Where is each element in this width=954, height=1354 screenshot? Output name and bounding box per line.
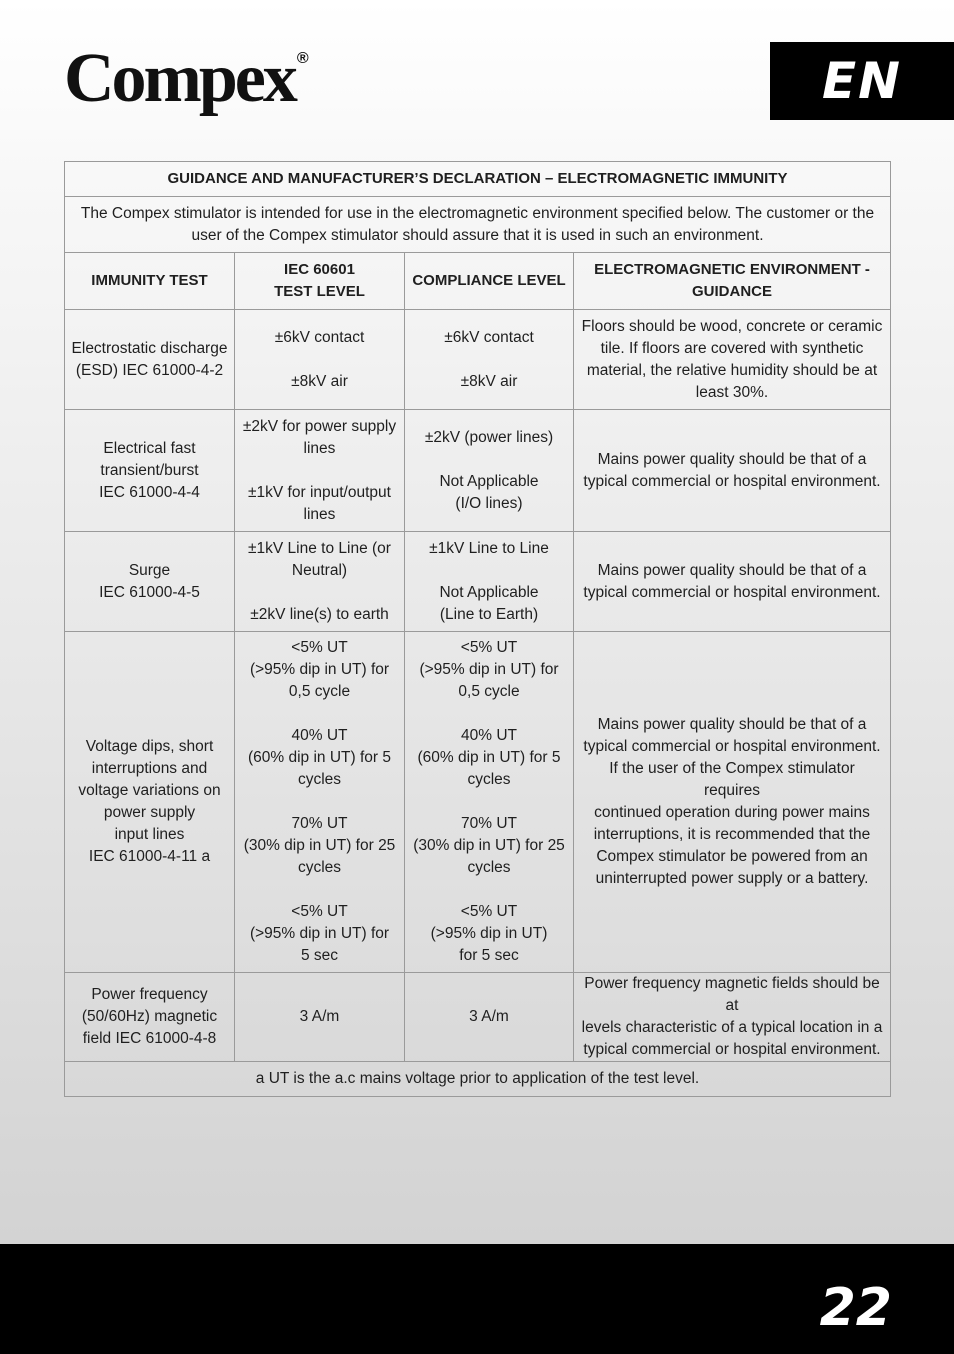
table-title: GUIDANCE AND MANUFACTURER’S DECLARATION – ELECTROMAGNETIC IMMUNITY <box>65 162 891 197</box>
compliance-cell: ±2kV (power lines) Not Applicable (I/O lines) <box>405 410 574 532</box>
immunity-test-cell: Power frequency (50/60Hz) magnetic field IEC 61000-4-8 <box>65 973 235 1062</box>
table-row <box>65 632 891 973</box>
table-note-row <box>65 1062 891 1097</box>
emc-immunity-table <box>64 161 891 1097</box>
compliance-cell: ±1kV Line to Line Not Applicable (Line to Earth) <box>405 532 574 632</box>
iec-level-cell: ±2kV for power supply lines ±1kV for input/output lines <box>235 410 405 532</box>
table-intro: The Compex stimulator is intended for use in the electromagnetic environment specified below. The customer or the user of the Compex stimulator should assure that it is used in such an environment. <box>65 197 891 253</box>
language-tab: EN <box>770 42 954 120</box>
table-row <box>65 410 891 532</box>
iec-level-cell: <5% UT (>95% dip in UT) for 0,5 cycle 40% UT (60% dip in UT) for 5 cycles 70% UT (30% dip in UT) for 25 cycles <5% UT (>95% dip in UT) for 5 sec <box>235 632 405 973</box>
header-immunity-test: IMMUNITY TEST <box>65 253 235 310</box>
registered-mark: ® <box>296 50 309 67</box>
compliance-cell: 3 A/m <box>405 973 574 1062</box>
table-intro-row <box>65 197 891 253</box>
table-row <box>65 310 891 410</box>
immunity-test-cell: Voltage dips, short interruptions and voltage variations on power supply input lines IEC 61000-4-11 a <box>65 632 235 973</box>
header-environment-guidance: ELECTROMAGNETIC ENVIRONMENT - GUIDANCE <box>574 253 891 310</box>
iec-level-cell: ±1kV Line to Line (or Neutral) ±2kV line(s) to earth <box>235 532 405 632</box>
table-row <box>65 973 891 1062</box>
table-footnote: a UT is the a.c mains voltage prior to application of the test level. <box>65 1062 891 1097</box>
iec-level-cell: ±6kV contact ±8kV air <box>235 310 405 410</box>
page-number: 22 <box>819 1278 892 1338</box>
guidance-cell: Floors should be wood, concrete or ceramic tile. If floors are covered with synthetic material, the relative humidity should be at least 30%. <box>574 310 891 410</box>
header-iec-test-level: IEC 60601 TEST LEVEL <box>235 253 405 310</box>
guidance-cell: Power frequency magnetic fields should be at levels characteristic of a typical location in a typical commercial or hospital environment. <box>574 973 891 1062</box>
header-compliance-level: COMPLIANCE LEVEL <box>405 253 574 310</box>
compliance-cell: <5% UT (>95% dip in UT) for 0,5 cycle 40% UT (60% dip in UT) for 5 cycles 70% UT (30% dip in UT) for 25 cycles <5% UT (>95% dip in UT) for 5 sec <box>405 632 574 973</box>
table-row <box>65 532 891 632</box>
guidance-cell: Mains power quality should be that of a typical commercial or hospital environment. <box>574 532 891 632</box>
iec-level-cell: 3 A/m <box>235 973 405 1062</box>
compliance-cell: ±6kV contact ±8kV air <box>405 310 574 410</box>
immunity-test-cell: Surge IEC 61000-4-5 <box>65 532 235 632</box>
footer-bar <box>0 1244 954 1354</box>
immunity-test-cell: Electrostatic discharge (ESD) IEC 61000-4-2 <box>65 310 235 410</box>
table-header-row <box>65 253 891 310</box>
guidance-cell: Mains power quality should be that of a typical commercial or hospital environment. If the user of the Compex stimulator requires continued operation during power mains interruptions, it is recommended that the Compex stimulator be powered from an uninterrupted power supply or a battery. <box>574 632 891 973</box>
guidance-cell: Mains power quality should be that of a typical commercial or hospital environment. <box>574 410 891 532</box>
immunity-test-cell: Electrical fast transient/burst IEC 61000-4-4 <box>65 410 235 532</box>
brand-name: Compex <box>64 40 295 117</box>
table-title-row <box>65 162 891 197</box>
compex-logo <box>64 40 309 117</box>
